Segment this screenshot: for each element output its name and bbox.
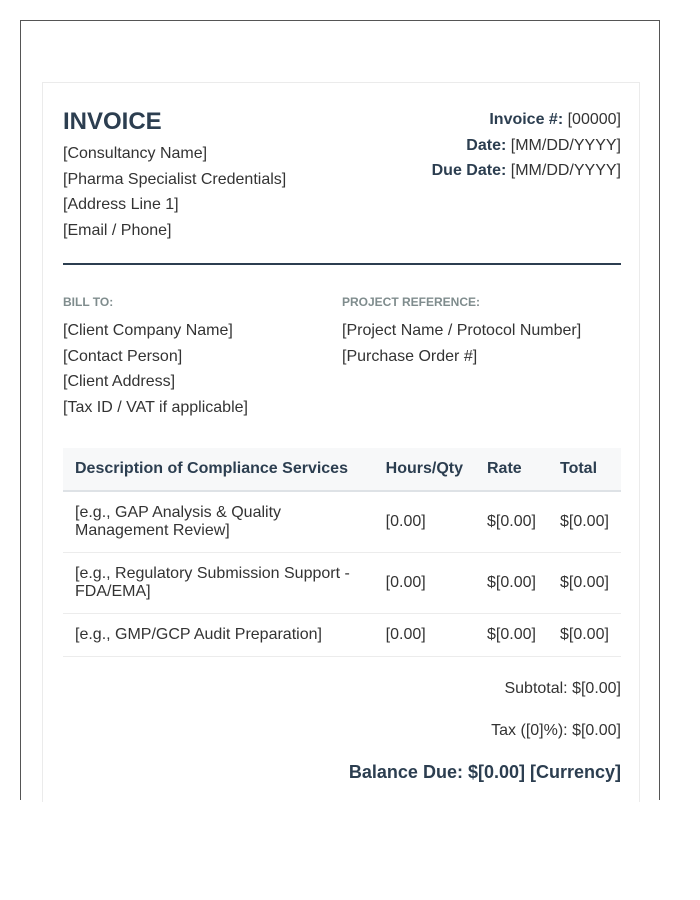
row-qty: [0.00] [374, 491, 475, 553]
row-total: $[0.00] [548, 614, 621, 657]
row-qty: [0.00] [374, 614, 475, 657]
header-rate: Rate [475, 448, 548, 491]
project-name: [Project Name / Protocol Number] [342, 322, 582, 339]
row-rate: $[0.00] [475, 491, 548, 553]
bill-to-block [63, 295, 342, 420]
purchase-order: [Purchase Order #] [342, 347, 478, 365]
client-company: [Client Company Name] [63, 322, 233, 339]
invoice-due-date [432, 158, 621, 184]
client-contact: [Contact Person] [63, 347, 183, 365]
invoice-number [432, 107, 621, 133]
subtotal: Subtotal: $[0.00] [504, 680, 621, 697]
balance-due: Balance Due: $[0.00] [Currency] [348, 762, 621, 782]
sender-credentials: [Pharma Specialist Credentials] [63, 170, 287, 188]
table-row [63, 553, 621, 614]
row-rate: $[0.00] [475, 614, 548, 657]
invoice-date [432, 133, 621, 159]
row-total: $[0.00] [548, 553, 621, 614]
invoice-due-label: Due Date: [431, 162, 507, 179]
invoice-content [63, 107, 621, 783]
row-description: [e.g., Regulatory Submission Support - FDA/EMA] [63, 553, 374, 614]
invoice-meta [432, 107, 621, 184]
invoice-date-value: [MM/DD/YYYY] [510, 136, 621, 154]
project-reference-label: PROJECT REFERENCE: [342, 295, 481, 309]
table-header-row [63, 448, 621, 491]
row-qty: [0.00] [374, 553, 475, 614]
page-frame [20, 20, 660, 800]
row-description: [e.g., GAP Analysis & Quality Management Review] [63, 491, 374, 553]
row-total: $[0.00] [548, 491, 621, 553]
header-description: Description of Compliance Services [63, 448, 374, 491]
bill-to-label: BILL TO: [63, 295, 114, 309]
project-reference-block [342, 295, 621, 420]
invoice-date-label: Date: [466, 136, 507, 154]
client-tax-id: [Tax ID / VAT if applicable] [63, 398, 248, 416]
row-rate: $[0.00] [475, 553, 548, 614]
header-total: Total [548, 448, 621, 491]
totals-section [63, 679, 621, 783]
invoice-card [42, 82, 640, 802]
invoice-due-value: [MM/DD/YYYY] [510, 162, 621, 179]
table-row [63, 491, 621, 553]
parties-section [63, 295, 621, 420]
sender-address: [Address Line 1] [63, 196, 179, 213]
client-address: [Client Address] [63, 373, 176, 390]
invoice-title: INVOICE [63, 108, 162, 135]
sender-contact: [Email / Phone] [63, 221, 172, 239]
sender-block [63, 107, 286, 243]
header-hours: Hours/Qty [374, 448, 475, 491]
services-table [63, 448, 621, 657]
invoice-header [63, 107, 621, 265]
invoice-number-label: Invoice #: [489, 111, 564, 128]
tax-line: Tax ([0]%): $[0.00] [491, 722, 621, 739]
invoice-number-value: [00000] [567, 111, 621, 128]
table-row [63, 614, 621, 657]
sender-name: [Consultancy Name] [63, 145, 208, 162]
row-description: [e.g., GMP/GCP Audit Preparation] [63, 614, 374, 657]
